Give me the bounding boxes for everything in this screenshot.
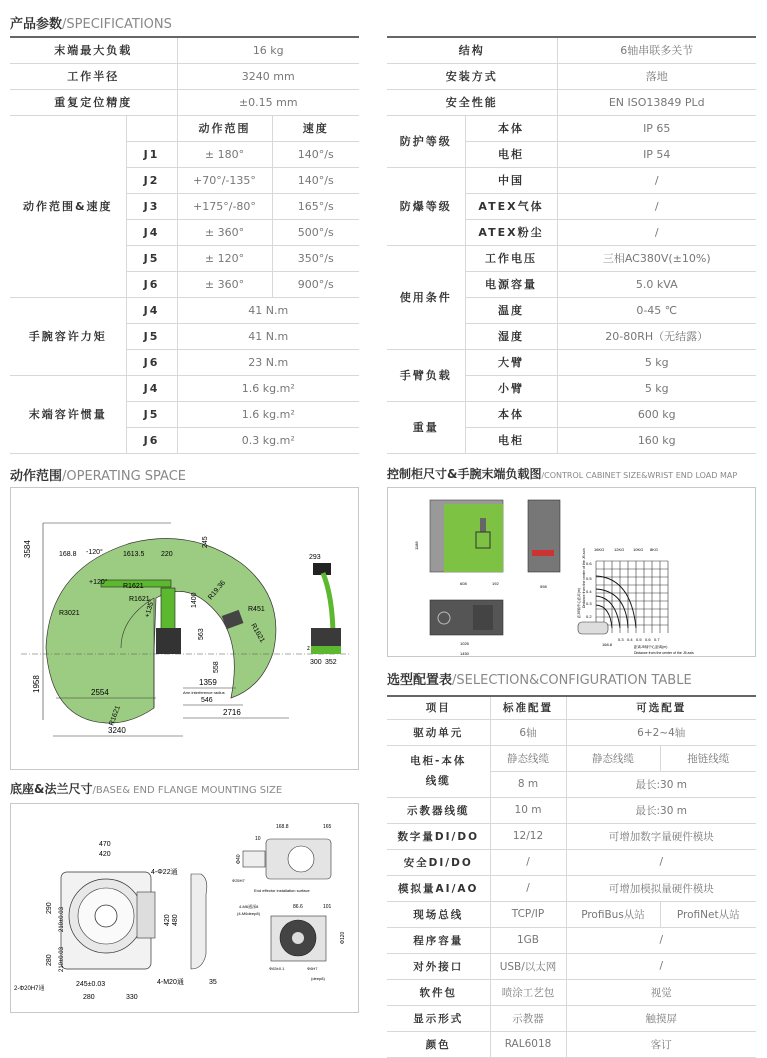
axis-speed: 500°/s — [272, 219, 359, 245]
axis-label: Distance from the center of the J5 axis — [634, 651, 694, 655]
weight-row — [387, 401, 756, 427]
sub-value: 600 kg — [557, 401, 756, 427]
sub-value: 5 kg — [557, 375, 756, 401]
sub-value: 0-45 ℃ — [557, 297, 756, 323]
conditions-label: 使用条件 — [387, 245, 465, 349]
axis-label: J6 — [126, 349, 177, 375]
selection-row — [387, 953, 756, 979]
selection-row — [387, 875, 756, 901]
spec-value: ±0.15 mm — [177, 89, 359, 115]
dim-label: 4-M20通 — [157, 979, 184, 986]
sub-value: 20-80RH（无结露） — [557, 323, 756, 349]
protection-row — [387, 115, 756, 141]
axis-speed: 140°/s — [272, 141, 359, 167]
cabinet-drawing — [388, 488, 756, 657]
axis-speed: 140°/s — [272, 167, 359, 193]
row-item: 驱动单元 — [387, 719, 490, 745]
dim-label: 608 — [460, 581, 467, 586]
tick-label: 0.3 — [618, 637, 624, 642]
sub-label: 小臂 — [465, 375, 557, 401]
motion-label: 动作范围&速度 — [10, 115, 126, 297]
spec-label: 结构 — [387, 37, 557, 63]
sub-value: / — [557, 219, 756, 245]
sub-label: 电柜 — [465, 427, 557, 453]
row-optional: 可增加数字量硬件模块 — [566, 823, 756, 849]
torque-value: 41 N.m — [177, 297, 359, 323]
axis-label: J1 — [126, 141, 177, 167]
spec-label: 安装方式 — [387, 63, 557, 89]
tick-label: 0.5 — [636, 637, 642, 642]
cabinet-title — [387, 465, 737, 482]
torque-value: 23 N.m — [177, 349, 359, 375]
dim-label: Φ40 — [236, 854, 242, 864]
sub-label: ATEX气体 — [465, 193, 557, 219]
spec-row — [387, 63, 756, 89]
dim-label: Φ25H7 — [232, 878, 245, 883]
dim-label: -120° — [86, 549, 103, 556]
axis-range: ± 180° — [177, 141, 272, 167]
row-item: 数字量DI/DO — [387, 823, 490, 849]
specifications-right-table — [387, 36, 756, 454]
tick-label: 0.6 — [586, 561, 592, 566]
dim-label: 558 — [213, 661, 220, 673]
sub-label: 电源容量 — [465, 271, 557, 297]
row-standard: USB/以太网 — [490, 953, 566, 979]
dim-label: 1359 — [199, 678, 217, 687]
dim-label: 10 — [255, 836, 261, 842]
inertia-value: 0.3 kg.m² — [177, 427, 359, 453]
selection-title-cn: 选型配置表 — [387, 673, 453, 688]
dim-label: 470 — [99, 841, 111, 848]
base-flange-title-cn: 底座&法兰尺寸 — [10, 782, 93, 796]
dim-label: 280 — [46, 954, 53, 966]
dim-label: 2554 — [91, 688, 109, 697]
axis-range: +70°/-135° — [177, 167, 272, 193]
sub-value: / — [557, 167, 756, 193]
cabinet-title-cn: 控制柜尺寸&手腕末端负载图 — [387, 467, 542, 481]
dim-label: R1621 — [123, 583, 144, 590]
dim-label: 35 — [209, 979, 217, 986]
axis-label: Distance from the center of the J6 axis — [582, 548, 586, 608]
base-flange-diagram — [10, 803, 359, 1013]
row-optional-b: 拖链线缆 — [660, 745, 756, 771]
header-item: 项目 — [387, 696, 490, 719]
spec-value: EN ISO13849 PLd — [557, 89, 756, 115]
sub-label: ATEX粉尘 — [465, 219, 557, 245]
row-optional: 最长:30 m — [566, 771, 756, 797]
dim-label: 86.6 — [293, 904, 303, 910]
tick-label: 0.4 — [586, 589, 592, 594]
row-item: 电柜-本体线缆 — [387, 745, 490, 797]
row-item: 安全DI/DO — [387, 849, 490, 875]
specifications-title-en: /SPECIFICATIONS — [62, 17, 172, 32]
axis-label: J5 — [126, 245, 177, 271]
row-standard: / — [490, 875, 566, 901]
sub-value: 5.0 kVA — [557, 271, 756, 297]
axis-label: J4 — [126, 219, 177, 245]
selection-row — [387, 901, 756, 927]
curve-label: 8KG — [650, 547, 659, 552]
sub-label: 工作电压 — [465, 245, 557, 271]
dim-label: 168.8 — [602, 642, 613, 647]
selection-row — [387, 719, 756, 745]
dim-label: 300 — [310, 659, 322, 666]
sub-label: 大臂 — [465, 349, 557, 375]
row-item: 模拟量AI/AO — [387, 875, 490, 901]
tick-label: 0.5 — [586, 576, 592, 581]
tick-label: 0.6 — [645, 637, 651, 642]
axis-label: 距离J5轴中心距离(m) — [634, 645, 668, 649]
row-standard: 1GB — [490, 927, 566, 953]
specifications-left-table — [10, 36, 359, 454]
row-item: 程序容量 — [387, 927, 490, 953]
spec-row — [10, 63, 359, 89]
tick-label: 0.3 — [586, 601, 592, 606]
row-item: 对外接口 — [387, 953, 490, 979]
operating-space-title-en: /OPERATING SPACE — [62, 469, 186, 484]
dim-label: 563 — [198, 628, 205, 640]
axis-label: J6 — [126, 427, 177, 453]
axis-speed: 165°/s — [272, 193, 359, 219]
dim-label: 245 — [202, 536, 209, 548]
spec-row — [387, 37, 756, 63]
curve-label: 12KG — [614, 547, 625, 552]
spec-label: 重复定位精度 — [10, 89, 177, 115]
row-optional: / — [566, 953, 756, 979]
curve-label: 10KG — [633, 547, 644, 552]
spec-value: 3240 mm — [177, 63, 359, 89]
weight-label: 重量 — [387, 401, 465, 453]
dim-label: (deep8) — [311, 976, 325, 981]
sub-value: IP 54 — [557, 141, 756, 167]
cabinet-title-en: /CONTROL CABINET SIZE&WRIST END LOAD MAP — [541, 471, 738, 480]
empty-cell — [126, 115, 177, 141]
dim-label: 1958 — [32, 675, 41, 693]
row-standard: 喷涂工艺包 — [490, 979, 566, 1005]
row-standard: / — [490, 849, 566, 875]
base-flange-title-en: /BASE& END FLANGE MOUNTING SIZE — [92, 785, 283, 796]
sub-value: 三相AC380V(±10%) — [557, 245, 756, 271]
dim-label: 330 — [126, 994, 138, 1001]
row-optional: / — [566, 849, 756, 875]
axis-label: J6 — [126, 271, 177, 297]
dim-label: Φ6H7 — [307, 966, 318, 971]
specifications-title — [10, 13, 172, 32]
axis-speed: 900°/s — [272, 271, 359, 297]
dim-label: 420 — [164, 914, 171, 926]
dim-label: R19.36 — [207, 579, 228, 602]
arm-load-label: 手臂负载 — [387, 349, 465, 401]
sub-label: 温度 — [465, 297, 557, 323]
axis-label: J2 — [126, 167, 177, 193]
dim-label: 1613.5 — [123, 551, 145, 558]
dim-label: Φ63±0.1 — [269, 966, 285, 971]
dim-label: 3584 — [23, 540, 32, 558]
dim-label: 168.8 — [59, 551, 77, 558]
selection-row — [387, 849, 756, 875]
axis-label: J5 — [126, 401, 177, 427]
operating-space-title — [10, 465, 186, 484]
row-standard: 8 m — [490, 771, 566, 797]
dim-label: R1621 — [249, 622, 266, 644]
axis-label: J5 — [126, 323, 177, 349]
selection-row — [387, 1005, 756, 1031]
axis-label: J4 — [126, 375, 177, 401]
cabinet-diagram — [387, 487, 756, 657]
conditions-row — [387, 245, 756, 271]
curve-label: 16KG — [594, 547, 605, 552]
dim-label: 1450 — [460, 651, 469, 656]
inertia-value: 1.6 kg.m² — [177, 375, 359, 401]
dim-label: R451 — [248, 606, 265, 613]
row-optional: 最长:30 m — [566, 797, 756, 823]
axis-range: ± 360° — [177, 219, 272, 245]
dim-label: 165 — [323, 824, 332, 830]
operating-space-diagram — [10, 487, 359, 770]
dim-label: 192 — [492, 581, 499, 586]
torque-row — [10, 297, 359, 323]
dim-label: 1400 — [191, 592, 198, 608]
spec-value: 落地 — [557, 63, 756, 89]
header-standard: 标准配置 — [490, 696, 566, 719]
dim-label: Φ120 — [340, 931, 346, 944]
row-item: 现场总线 — [387, 901, 490, 927]
row-optional: / — [566, 927, 756, 953]
operating-space-title-cn: 动作范围 — [10, 469, 63, 484]
row-standard: RAL6018 — [490, 1031, 566, 1057]
dim-label: 210±0.03 — [59, 947, 65, 972]
torque-value: 41 N.m — [177, 323, 359, 349]
spec-label: 安全性能 — [387, 89, 557, 115]
dim-label: R1621 — [108, 704, 122, 727]
dim-label: 168.8 — [276, 824, 289, 830]
operating-space-drawing — [11, 488, 359, 770]
inertia-label: 末端容许惯量 — [10, 375, 126, 453]
row-standard: TCP/IP — [490, 901, 566, 927]
dim-label: 2-Φ20H7通 — [14, 986, 45, 992]
axis-label: J4 — [126, 297, 177, 323]
base-flange-title — [10, 780, 282, 797]
axis-range: +175°/-80° — [177, 193, 272, 219]
header-optional: 可选配置 — [566, 696, 756, 719]
row-standard: 10 m — [490, 797, 566, 823]
row-optional-a: 静态线缆 — [566, 745, 660, 771]
dim-label: 4-M6通深8 — [239, 904, 259, 909]
axis-speed: 350°/s — [272, 245, 359, 271]
dim-label: End effector installation surface — [254, 888, 310, 893]
dim-label: Arm interference radius — [183, 690, 225, 695]
explosion-label: 防爆等级 — [387, 167, 465, 245]
specifications-title-cn: 产品参数 — [10, 17, 63, 32]
dim-label: 293 — [309, 554, 321, 561]
base-flange-drawing — [11, 804, 359, 1013]
selection-row — [387, 797, 756, 823]
dim-label: +135° — [144, 598, 156, 619]
dim-label: 245±0.03 — [76, 981, 106, 988]
row-item: 颜色 — [387, 1031, 490, 1057]
row-item: 显示形式 — [387, 1005, 490, 1031]
selection-title — [387, 669, 692, 688]
row-standard: 示教器 — [490, 1005, 566, 1031]
selection-row — [387, 823, 756, 849]
row-standard: 6轴 — [490, 719, 566, 745]
dim-label: 2716 — [223, 708, 241, 717]
dim-label: 3240 — [108, 726, 126, 735]
load-map-chart — [576, 547, 694, 655]
dim-label: R1621 — [129, 596, 150, 603]
dim-label: 210±0.03 — [59, 907, 65, 932]
dim-label: 480 — [172, 914, 179, 926]
dim-label: 280 — [83, 994, 95, 1001]
spec-value: 16 kg — [177, 37, 359, 63]
selection-row — [387, 745, 756, 771]
axis-range: ± 120° — [177, 245, 272, 271]
selection-title-en: /SELECTION&CONFIGURATION TABLE — [452, 673, 692, 688]
row-optional: 视觉 — [566, 979, 756, 1005]
row-optional: 客订 — [566, 1031, 756, 1057]
torque-label: 手腕容许力矩 — [10, 297, 126, 375]
axis-label: J3 — [126, 193, 177, 219]
dim-label: 1188 — [414, 541, 419, 550]
explosion-row — [387, 167, 756, 193]
sub-label: 本体 — [465, 115, 557, 141]
spec-row — [387, 89, 756, 115]
selection-header-row — [387, 696, 756, 719]
sub-label: 中国 — [465, 167, 557, 193]
dim-label: 598 — [540, 584, 547, 589]
sub-label: 湿度 — [465, 323, 557, 349]
dim-label: 546 — [201, 697, 213, 704]
sub-value: 5 kg — [557, 349, 756, 375]
sub-label: 电柜 — [465, 141, 557, 167]
sub-label: 本体 — [465, 401, 557, 427]
spec-row — [10, 89, 359, 115]
sub-value: IP 65 — [557, 115, 756, 141]
motion-header-range: 动作范围 — [177, 115, 272, 141]
row-optional-a: ProfiBus从站 — [566, 901, 660, 927]
dim-label: 352 — [325, 659, 337, 666]
dim-label: 220 — [161, 551, 173, 558]
motion-header-speed: 速度 — [272, 115, 359, 141]
selection-row — [387, 1031, 756, 1057]
arm-load-row — [387, 349, 756, 375]
dim-label: 290 — [46, 902, 53, 914]
dim-label: 4-Φ22通 — [151, 869, 178, 876]
dim-label: 1025 — [460, 641, 469, 646]
dim-label: R3021 — [59, 610, 80, 617]
selection-table — [387, 695, 756, 1058]
spec-value: 6轴串联多关节 — [557, 37, 756, 63]
axis-range: ± 360° — [177, 271, 272, 297]
row-standard: 12/12 — [490, 823, 566, 849]
dim-label: (4-M6deep8) — [237, 911, 260, 916]
dim-label: +120° — [89, 579, 108, 586]
dim-label: z — [307, 646, 310, 652]
row-optional: 触摸屏 — [566, 1005, 756, 1031]
dim-label: 101 — [323, 904, 332, 910]
sub-value: / — [557, 193, 756, 219]
row-item: 示教器线缆 — [387, 797, 490, 823]
motion-header-row — [10, 115, 359, 141]
inertia-value: 1.6 kg.m² — [177, 401, 359, 427]
protection-label: 防护等级 — [387, 115, 465, 167]
selection-row — [387, 979, 756, 1005]
row-optional-b: ProfiNet从站 — [660, 901, 756, 927]
row-optional: 可增加模拟量硬件模块 — [566, 875, 756, 901]
row-item: 软件包 — [387, 979, 490, 1005]
row-optional: 6+2~4轴 — [566, 719, 756, 745]
selection-row — [387, 927, 756, 953]
spec-row — [10, 37, 359, 63]
row-standard: 静态线缆 — [490, 745, 566, 771]
sub-value: 160 kg — [557, 427, 756, 453]
tick-label: 0.2 — [586, 614, 592, 619]
dim-label: 420 — [99, 851, 111, 858]
tick-label: 0.4 — [627, 637, 633, 642]
axis-label: 距J6轴中心距离(m) — [577, 588, 581, 618]
spec-label: 工作半径 — [10, 63, 177, 89]
tick-label: 0.7 — [654, 637, 660, 642]
spec-label: 末端最大负载 — [10, 37, 177, 63]
inertia-row — [10, 375, 359, 401]
